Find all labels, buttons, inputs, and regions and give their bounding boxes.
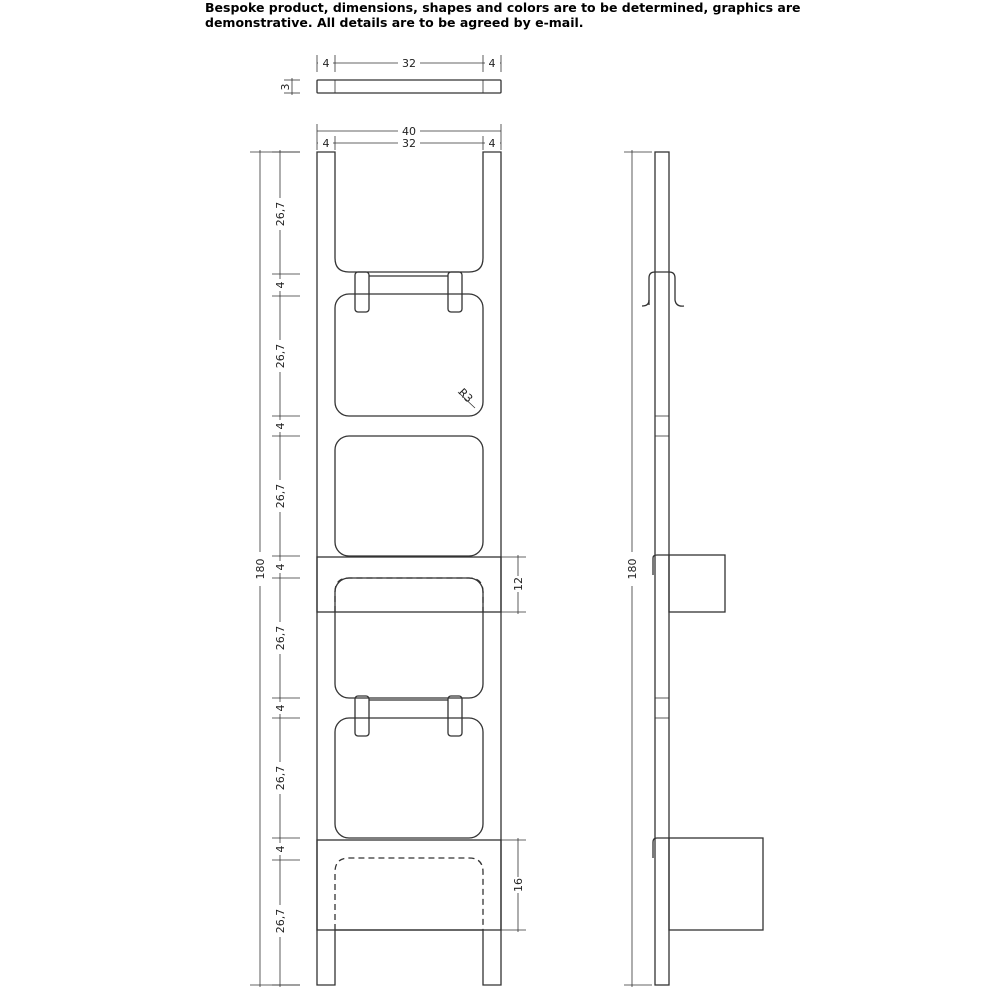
top-view-outline (317, 80, 501, 93)
rung-height-label-1: 4 (274, 281, 287, 289)
disclaimer-line-2: demonstrative. All details are to be agreed by e-mail. (205, 15, 584, 30)
overall-width-label: 40 (402, 125, 416, 138)
right-rail-width-label: 4 (488, 137, 496, 150)
top-view (279, 55, 501, 95)
top-view-thickness-label: 3 (279, 83, 292, 91)
rung-height-label-4: 4 (274, 704, 287, 712)
panel-height-label-4: 26,7 (274, 625, 287, 651)
ladder-frame (317, 152, 501, 985)
side-shelf-2 (669, 838, 763, 930)
side-height-label: 180 (626, 558, 639, 580)
hook-side (649, 272, 684, 306)
disclaimer-line-1: Bespoke product, dimensions, shapes and colors are to be determined, graphics are (205, 0, 801, 15)
panel-height-label-3: 26,7 (274, 483, 287, 509)
panel-opening-3 (335, 436, 483, 556)
hook-front-2b (448, 696, 462, 736)
hook-side-left-tip (642, 300, 649, 306)
panel-height-label-5: 26,7 (274, 765, 287, 791)
panel-height-label-2: 26,7 (274, 343, 287, 369)
top-view-middle-width-label: 32 (402, 57, 416, 70)
hook-front-2a (355, 696, 369, 736)
top-view-right-width-label: 4 (488, 57, 496, 70)
hook-front-1a (355, 272, 369, 312)
front-view (250, 124, 526, 987)
panel-opening-4 (335, 578, 483, 698)
panel-height-label-6: 26,7 (274, 908, 287, 934)
inner-width-label: 32 (402, 137, 416, 150)
corner-radius-label: R3 (455, 385, 476, 406)
shelf-2 (317, 840, 501, 930)
panel-height-label-1: 26,7 (274, 201, 287, 227)
overall-height-label: 180 (254, 558, 267, 580)
left-rail-width-label: 4 (322, 137, 330, 150)
shelf-2-height-label: 16 (512, 878, 525, 892)
segment-dimension-chain (272, 150, 300, 987)
shelf-1-height-label: 12 (512, 577, 525, 591)
rung-height-label-3: 4 (274, 563, 287, 571)
shelf-1 (317, 557, 501, 612)
top-view-left-width-label: 4 (322, 57, 330, 70)
side-view (624, 150, 763, 987)
rung-height-label-5: 4 (274, 845, 287, 853)
shelf-1-hidden-edge (335, 578, 483, 612)
side-shelf-1 (669, 555, 725, 612)
side-rail (655, 152, 669, 985)
rung-height-label-2: 4 (274, 422, 287, 430)
hook-front-1b (448, 272, 462, 312)
shelf-2-hidden-edge (335, 858, 483, 930)
